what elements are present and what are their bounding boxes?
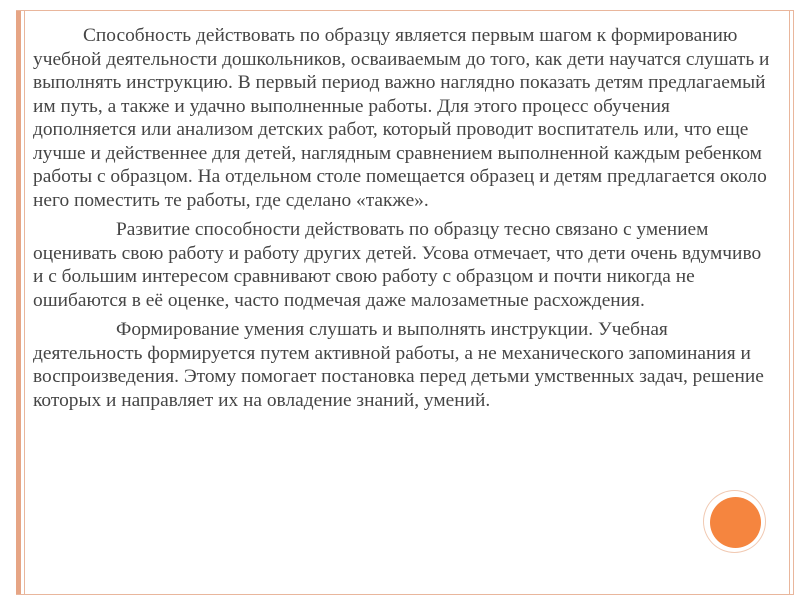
paragraph-2: Развитие способности действовать по образцу тесно связано с умением оценивать свою работу и работу других детей. Усова отмечает, что дети очень вдумчиво и с большим интересом сравнивают свою работу с образцом и почти никогда не ошибаются в её оценке, часто подмечая даже малозаметные расхождения. xyxy=(33,219,762,311)
paragraph-3: Формирование умения слушать и выполнять инструкции. Учебная деятельность формируется путем активной работы, а не механического запоминания и воспроизведения. Этому помогает постановка перед детьми умственных задач, решение которых и направляет их на овладение знаний, умений. xyxy=(33,319,764,411)
paragraph-1: Способность действовать по образцу является первым шагом к формированию учебной деятельности дошкольников, осваиваемым до того, как дети научатся слушать и выполнять инструкцию. В первый период важно наглядно показать детям предлагаемый им путь, а также и удачно выполненные работы. Для этого процесс обучения дополняется или анализом детских работ, который проводит воспитатель или, что еще лучше и действеннее для детей, наглядным сравнением выполненной каждым ребенком работы с образцом. На отдельном столе помещается образец и детям предлагается около него поместить те работы, где сделано «также». xyxy=(33,25,770,211)
frame-bottom-border xyxy=(16,594,794,595)
frame-top-border xyxy=(16,10,794,11)
frame-right-inner-line xyxy=(789,10,790,595)
frame-left-border xyxy=(16,10,21,594)
slide-body-text xyxy=(33,24,771,418)
frame-left-inner-line xyxy=(24,10,25,594)
decor-circle xyxy=(710,497,761,548)
frame-right-border xyxy=(793,10,794,595)
